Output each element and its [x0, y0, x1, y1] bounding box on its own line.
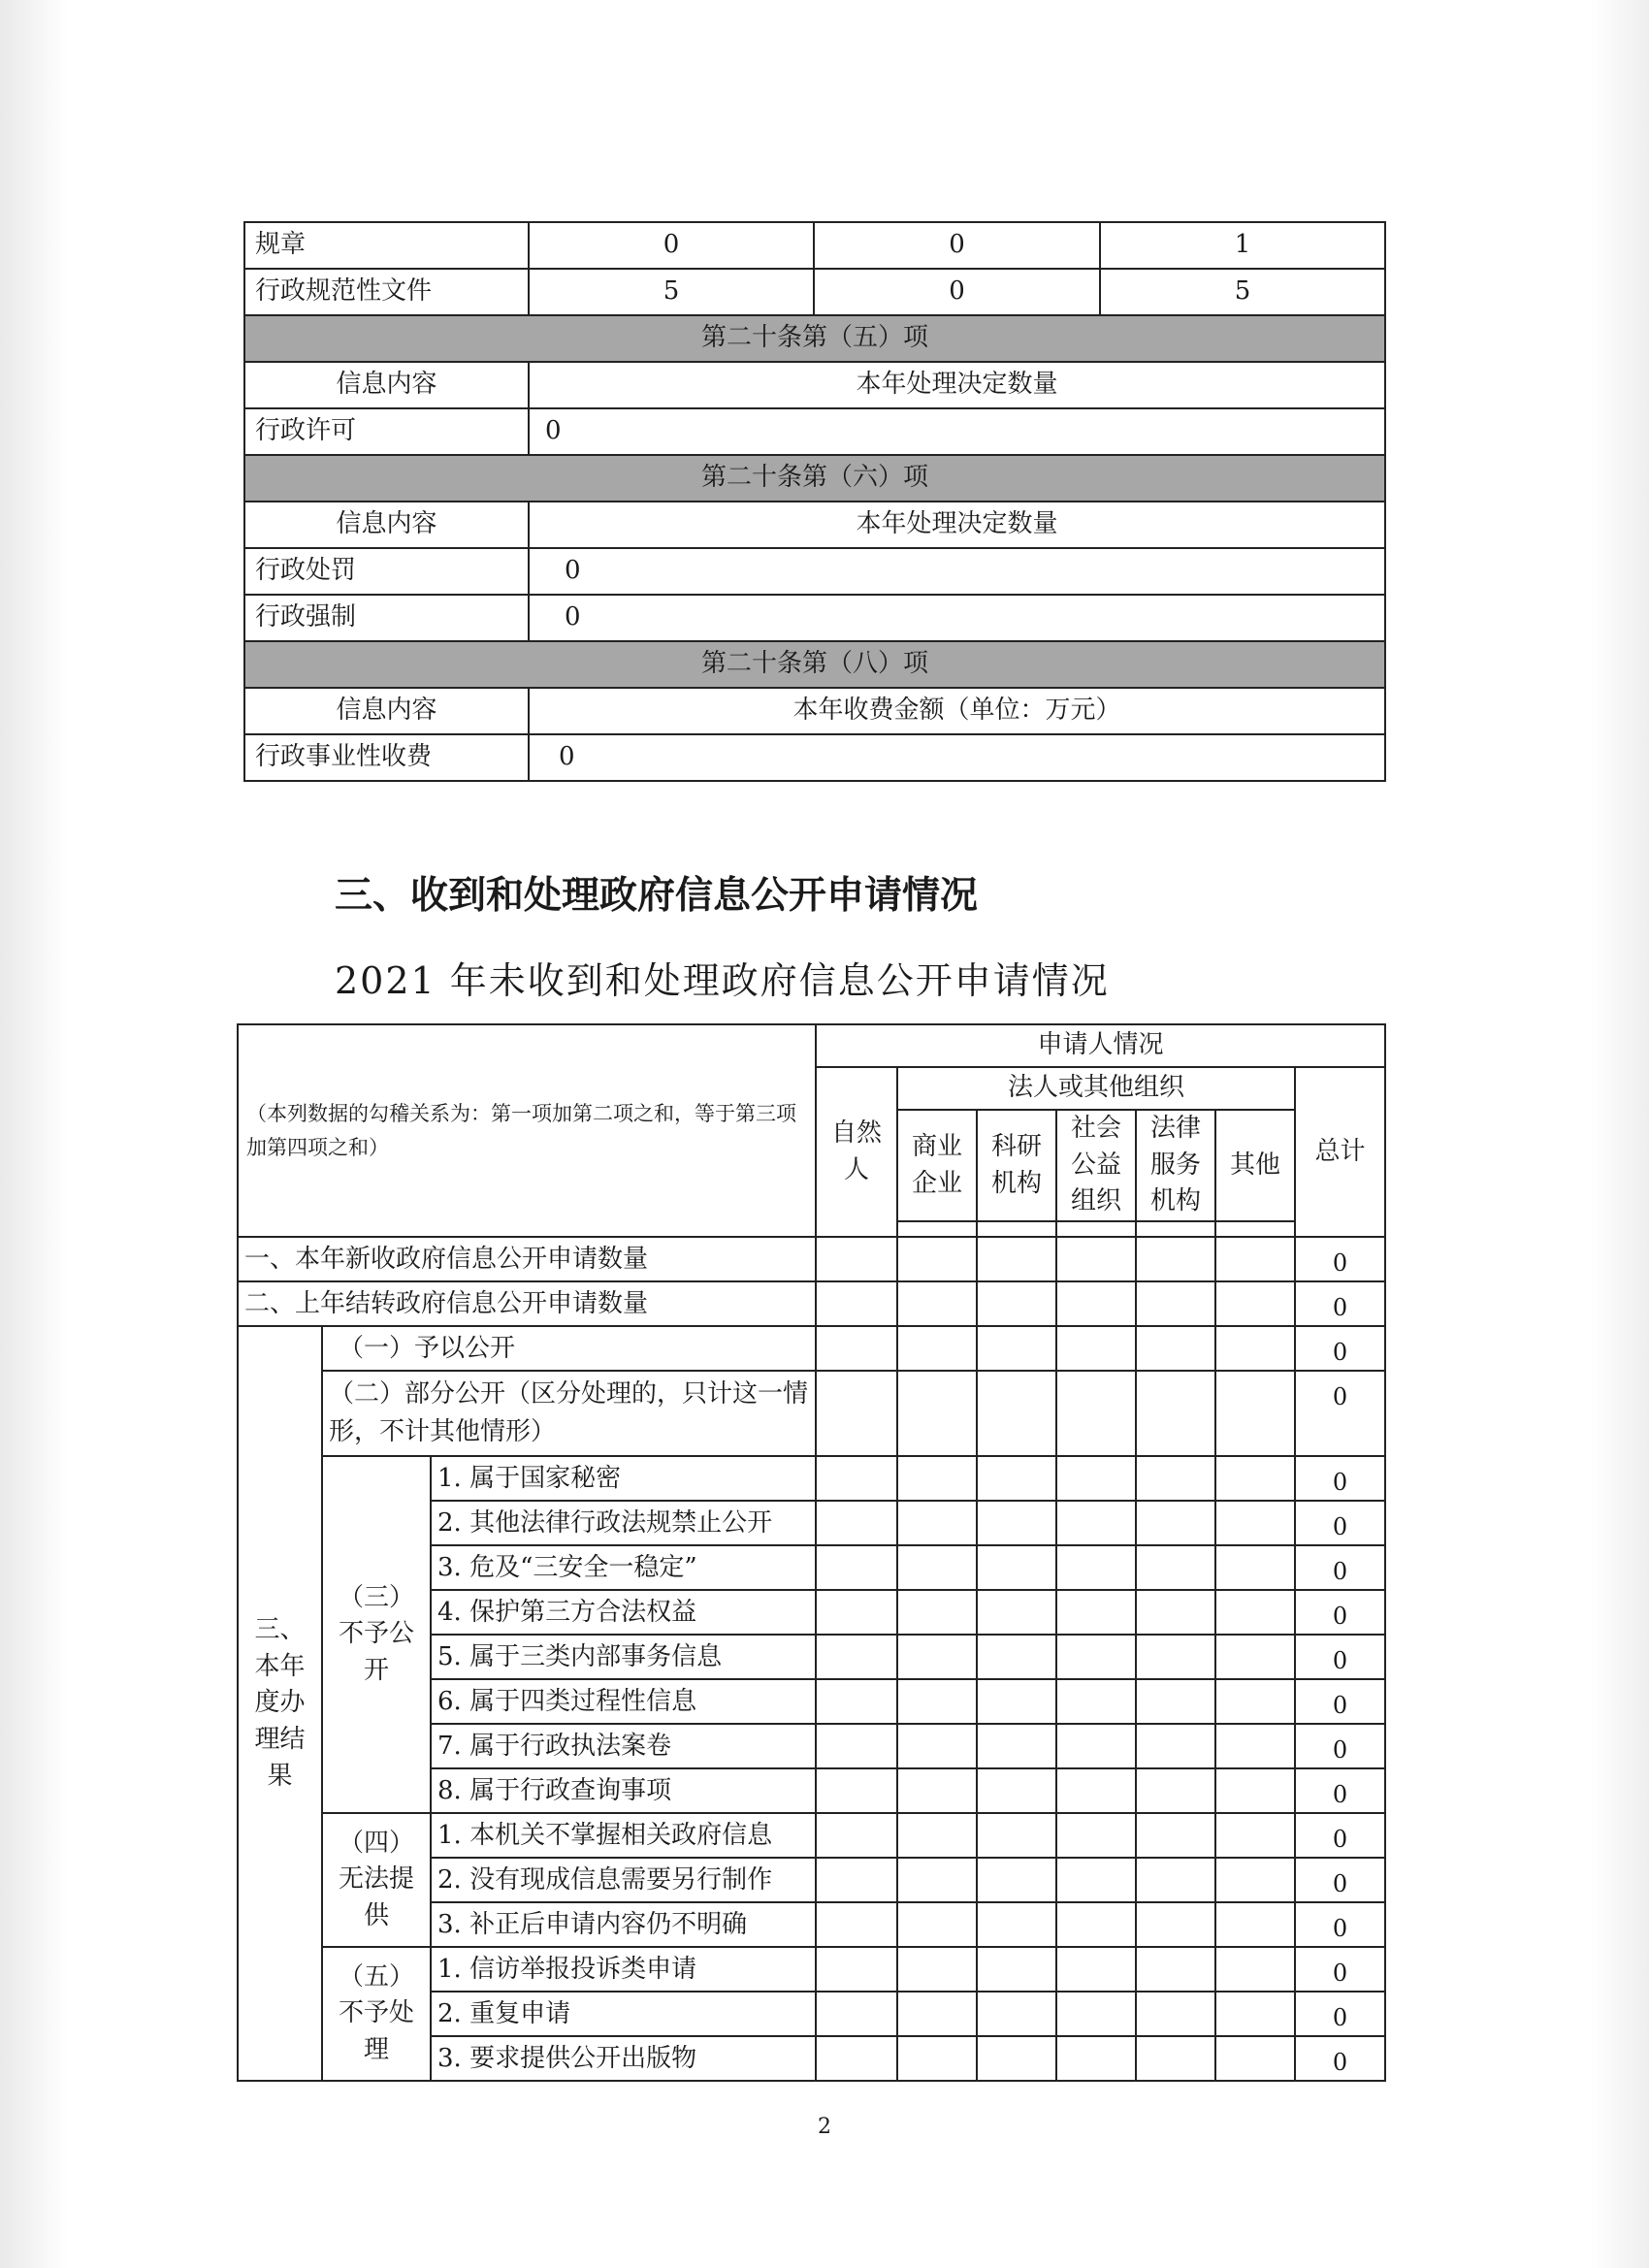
row-label: 行政处罚 [244, 548, 529, 595]
row-label: 二、上年结转政府信息公开申请数量 [238, 1281, 816, 1326]
subgroup-label: （五）不予处理 [322, 1947, 431, 2081]
header-law-service: 法律服务机构 [1136, 1110, 1215, 1221]
row-label: 行政许可 [244, 408, 529, 455]
header-natural-person: 自然人 [816, 1067, 897, 1237]
table-row [244, 269, 1385, 315]
total-cell: 0 [1295, 1679, 1385, 1724]
row-label: 行政强制 [244, 595, 529, 641]
cell-value: 0 [529, 595, 1385, 641]
row-label: 1. 属于国家秘密 [431, 1456, 816, 1501]
row-label: 3. 要求提供公开出版物 [431, 2036, 816, 2081]
table-row [238, 1371, 1385, 1456]
cell-value: 0 [814, 222, 1100, 269]
total-cell: 0 [1295, 1545, 1385, 1590]
total-cell: 0 [1295, 1590, 1385, 1635]
row-label: 8. 属于行政查询事项 [431, 1768, 816, 1813]
cell-value: 1 [1100, 222, 1385, 269]
total-cell: 0 [1295, 1992, 1385, 2036]
section-title: 第二十条第（八）项 [244, 641, 1385, 688]
table-row [244, 595, 1385, 641]
row-label: 2. 其他法律行政法规禁止公开 [431, 1501, 816, 1545]
row-label: 5. 属于三类内部事务信息 [431, 1635, 816, 1679]
section-header-row [244, 315, 1385, 362]
row-label: 2. 没有现成信息需要另行制作 [431, 1858, 816, 1902]
section-heading: 三、收到和处理政府信息公开申请情况 [335, 874, 979, 918]
table-row [244, 222, 1385, 269]
row-label: 1. 本机关不掌握相关政府信息 [431, 1813, 816, 1858]
header-research: 科研机构 [977, 1110, 1056, 1221]
page-number: 2 [818, 2115, 831, 2139]
total-cell: 0 [1295, 2036, 1385, 2081]
subgroup-label: （四）无法提供 [322, 1813, 431, 1947]
cell-value: 0 [529, 222, 814, 269]
scan-shadow-left [0, 0, 68, 2268]
total-cell: 0 [1295, 1456, 1385, 1501]
scan-shadow-right [1591, 0, 1649, 2268]
note-cell: （本列数据的勾稽关系为：第一项加第二项之和，等于第三项加第四项之和） [238, 1024, 816, 1237]
applications-table [237, 1023, 1386, 2082]
cell-value: 0 [529, 734, 1385, 781]
header-social: 社会公益组织 [1056, 1110, 1136, 1221]
section-title: 第二十条第（五）项 [244, 315, 1385, 362]
row-label: 4. 保护第三方合法权益 [431, 1590, 816, 1635]
row-label: 规章 [244, 222, 529, 269]
row-label: 行政规范性文件 [244, 269, 529, 315]
header-commercial: 商业企业 [897, 1110, 977, 1221]
total-cell: 0 [1295, 1635, 1385, 1679]
section-header-row [244, 641, 1385, 688]
table-row [238, 1281, 1385, 1326]
row-label: 1. 信访举报投诉类申请 [431, 1947, 816, 1992]
table-row [238, 1326, 1385, 1371]
table-row [238, 1947, 1385, 1992]
row-label: 2. 重复申请 [431, 1992, 816, 2036]
table-row [244, 548, 1385, 595]
cell-value: 5 [529, 269, 814, 315]
row-label: 一、本年新收政府信息公开申请数量 [238, 1237, 816, 1281]
subgroup-label: （三）不予公开 [322, 1456, 431, 1813]
row-label: 7. 属于行政执法案卷 [431, 1724, 816, 1768]
row-label: 3. 危及“三安全一稳定” [431, 1545, 816, 1590]
column-header: 本年处理决定数量 [529, 502, 1385, 548]
row-label: 3. 补正后申请内容仍不明确 [431, 1902, 816, 1947]
table-row [238, 1813, 1385, 1858]
table-row [244, 734, 1385, 781]
table-row [238, 1456, 1385, 1501]
header-legal-entity: 法人或其他组织 [897, 1067, 1295, 1110]
total-cell: 0 [1295, 1237, 1385, 1281]
header-row [238, 1024, 1385, 1067]
column-header: 本年收费金额（单位：万元） [529, 688, 1385, 734]
header-other: 其他 [1215, 1110, 1295, 1221]
column-header-row [244, 688, 1385, 734]
total-cell: 0 [1295, 1947, 1385, 1992]
row-label: 6. 属于四类过程性信息 [431, 1679, 816, 1724]
total-cell: 0 [1295, 1858, 1385, 1902]
column-header-row [244, 362, 1385, 408]
column-header: 本年处理决定数量 [529, 362, 1385, 408]
column-header: 信息内容 [244, 362, 529, 408]
column-header: 信息内容 [244, 688, 529, 734]
disclosure-stats-table [243, 221, 1386, 782]
cell-value: 0 [529, 548, 1385, 595]
section-title: 第二十条第（六）项 [244, 455, 1385, 502]
cell-value: 0 [529, 408, 1385, 455]
result-group-label: 三、本年度办理结果 [238, 1326, 322, 2081]
total-cell: 0 [1295, 1724, 1385, 1768]
total-cell: 0 [1295, 1813, 1385, 1858]
column-header: 信息内容 [244, 502, 529, 548]
total-cell: 0 [1295, 1326, 1385, 1371]
section-header-row [244, 455, 1385, 502]
total-cell: 0 [1295, 1768, 1385, 1813]
cell-value: 0 [814, 269, 1100, 315]
row-label: （一）予以公开 [322, 1326, 816, 1371]
table-title: 2021 年未收到和处理政府信息公开申请情况 [335, 959, 1110, 1002]
row-label: 行政事业性收费 [244, 734, 529, 781]
column-header-row [244, 502, 1385, 548]
row-label: （二）部分公开（区分处理的，只计这一情形，不计其他情形） [322, 1371, 816, 1456]
cell-value: 5 [1100, 269, 1385, 315]
total-cell: 0 [1295, 1281, 1385, 1326]
total-cell: 0 [1295, 1902, 1385, 1947]
table-row [238, 1237, 1385, 1281]
header-total: 总计 [1295, 1067, 1385, 1237]
header-applicant: 申请人情况 [816, 1024, 1385, 1067]
total-cell: 0 [1295, 1371, 1385, 1456]
total-cell: 0 [1295, 1501, 1385, 1545]
table-row [244, 408, 1385, 455]
